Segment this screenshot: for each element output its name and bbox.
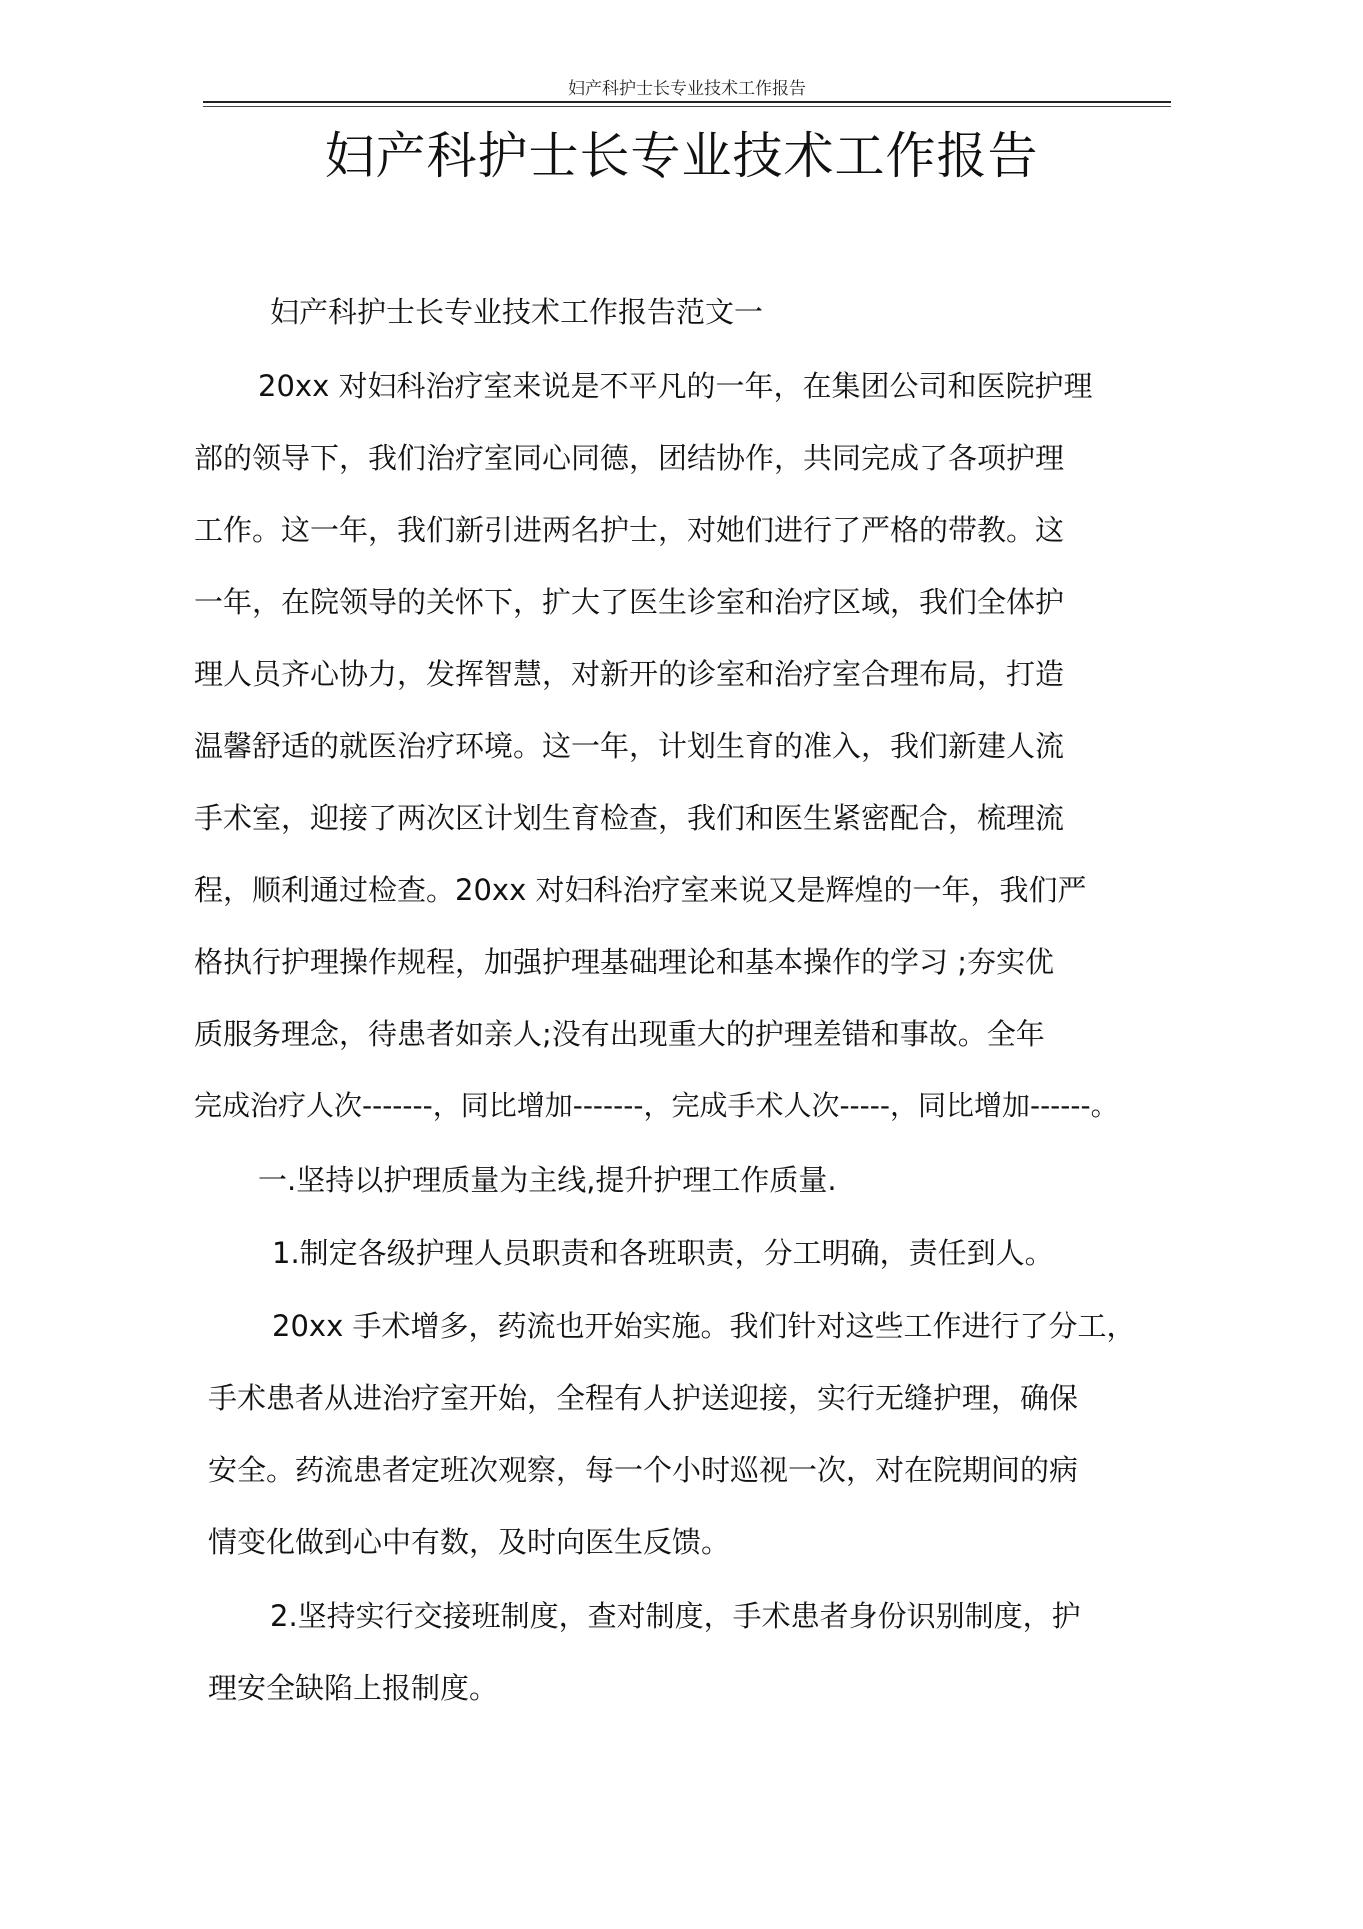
paragraph-line: 质服务理念，待患者如亲人;没有出现重大的护理差错和事故。全年 xyxy=(194,1017,1045,1051)
document-title: 妇产科护士长专业技术工作报告 xyxy=(324,127,1039,185)
paragraph-line: 情变化做到心中有数，及时向医生反馈。 xyxy=(208,1525,731,1559)
paragraph-line: 工作。这一年，我们新引进两名护士，对她们进行了严格的带教。这 xyxy=(194,513,1065,547)
paragraph-line: 安全。药流患者定班次观察，每一个小时巡视一次，对在院期间的病 xyxy=(208,1453,1079,1487)
list-item: 1.制定各级护理人员职责和各班职责，分工明确，责任到人。 xyxy=(272,1236,1054,1270)
paragraph-line: 一年，在院领导的关怀下，扩大了医生诊室和治疗区域，我们全体护 xyxy=(194,585,1065,619)
section-heading: 一.坚持以护理质量为主线,提升护理工作质量. xyxy=(258,1163,837,1197)
subtitle: 妇产科护士长专业技术工作报告范文一 xyxy=(270,295,764,329)
header-rule xyxy=(203,101,1171,103)
paragraph-line: 格执行护理操作规程，加强护理基础理论和基本操作的学习 ;夯实优 xyxy=(194,945,1054,979)
paragraph-line: 完成治疗人次-------，同比增加-------，完成手术人次-----，同比增加------。 xyxy=(194,1089,1119,1122)
paragraph-line: 手术室，迎接了两次区计划生育检查，我们和医生紧密配合，梳理流 xyxy=(194,801,1065,835)
list-item-continuation: 理安全缺陷上报制度。 xyxy=(208,1671,499,1705)
paragraph-line: 程，顺利通过检查。20xx 对妇科治疗室来说又是辉煌的一年，我们严 xyxy=(194,873,1087,907)
paragraph-line: 手术患者从进治疗室开始，全程有人护送迎接，实行无缝护理，确保 xyxy=(208,1381,1079,1415)
paragraph-line: 20xx 对妇科治疗室来说是不平凡的一年，在集团公司和医院护理 xyxy=(258,369,1093,403)
list-item: 2.坚持实行交接班制度，查对制度，手术患者身份识别制度，护 xyxy=(270,1599,1081,1633)
paragraph-line: 温馨舒适的就医治疗环境。这一年，计划生育的准入，我们新建人流 xyxy=(194,729,1065,763)
paragraph-line: 理人员齐心协力，发挥智慧，对新开的诊室和治疗室合理布局，打造 xyxy=(194,657,1065,691)
header-rule-secondary xyxy=(203,106,1171,107)
running-header: 妇产科护士长专业技术工作报告 xyxy=(568,79,806,99)
paragraph-line: 部的领导下，我们治疗室同心同德，团结协作，共同完成了各项护理 xyxy=(194,441,1065,475)
paragraph-line: 20xx 手术增多，药流也开始实施。我们针对这些工作进行了分工， xyxy=(272,1309,1136,1343)
